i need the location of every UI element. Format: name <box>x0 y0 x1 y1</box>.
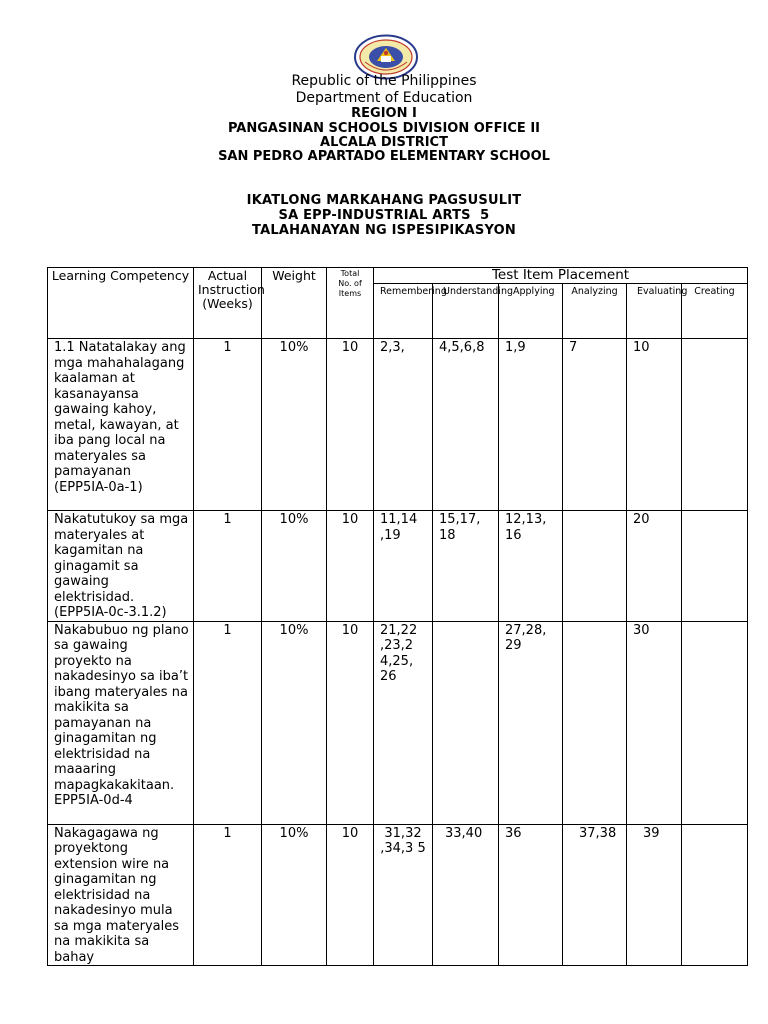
header-total-items: Total No. of Items <box>327 268 374 339</box>
table-row <box>48 511 748 622</box>
creating-cell <box>682 824 748 966</box>
exam-title: IKATLONG MARKAHANG PAGSUSULIT <box>246 193 522 208</box>
header-instruction: Actual Instruction (Weeks) <box>194 268 262 339</box>
table-row <box>48 339 748 511</box>
region-heading: REGION I <box>351 106 417 121</box>
table-title: TALAHANAYAN NG ISPESIPIKASYON <box>252 223 516 238</box>
evaluating-cell: 39 <box>627 824 682 966</box>
analyzing-cell: 37,38 <box>563 824 627 966</box>
understanding-cell: 15,17, 18 <box>433 511 499 622</box>
header-test-item-placement: Test Item Placement <box>374 268 748 284</box>
weight-cell: 10% <box>262 339 327 511</box>
header-remembering: Remembering <box>374 284 433 339</box>
analyzing-cell: 7 <box>563 339 627 511</box>
understanding-cell <box>433 621 499 824</box>
header-evaluating: Evaluating <box>627 284 682 339</box>
competency-cell: 1.1 Natatalakay ang mga mahahalagang kaalaman at kasanayansa gawaing kahoy, metal, kawayan, at iba pang local na materyales sa pamayanan (EPP5IA-0a-1) <box>48 339 194 511</box>
applying-cell: 12,13, 16 <box>499 511 563 622</box>
division-heading: PANGASINAN SCHOOLS DIVISION OFFICE II <box>227 121 541 136</box>
understanding-cell: 4,5,6,8 <box>433 339 499 511</box>
school-heading: SAN PEDRO APARTADO ELEMENTARY SCHOOL <box>218 149 550 164</box>
header-applying: Applying <box>499 284 563 339</box>
creating-cell <box>682 621 748 824</box>
remembering-cell: 31,32 ,34,3 5 <box>374 824 433 966</box>
analyzing-cell <box>563 621 627 824</box>
competency-cell: Nakatutukoy sa mga materyales at kagamitan na ginagamit sa gawaing elektrisidad. (EPP5IA-0c-3.1.2) <box>48 511 194 622</box>
header-understanding: Understanding <box>433 284 499 339</box>
total-cell: 10 <box>327 339 374 511</box>
applying-cell: 27,28, 29 <box>499 621 563 824</box>
specification-table <box>47 267 748 966</box>
header-analyzing: Analyzing <box>563 284 627 339</box>
analyzing-cell <box>563 511 627 622</box>
weeks-cell: 1 <box>194 824 262 966</box>
remembering-cell: 2,3, <box>374 339 433 511</box>
applying-cell: 1,9 <box>499 339 563 511</box>
understanding-cell: 33,40 <box>433 824 499 966</box>
header-competency: Learning Competency <box>48 268 194 339</box>
department-heading: Department of Education <box>295 90 473 106</box>
creating-cell <box>682 511 748 622</box>
creating-cell <box>682 339 748 511</box>
weeks-cell: 1 <box>194 621 262 824</box>
district-heading: ALCALA DISTRICT <box>320 135 448 150</box>
total-cell: 10 <box>327 824 374 966</box>
header-creating: Creating <box>682 284 748 339</box>
remembering-cell: 21,22 ,23,2 4,25, 26 <box>374 621 433 824</box>
evaluating-cell: 30 <box>627 621 682 824</box>
subject-title: SA EPP-INDUSTRIAL ARTS 5 <box>278 208 490 223</box>
total-cell: 10 <box>327 621 374 824</box>
applying-cell: 36 <box>499 824 563 966</box>
weight-cell: 10% <box>262 621 327 824</box>
remembering-cell: 11,14 ,19 <box>374 511 433 622</box>
weight-cell: 10% <box>262 824 327 966</box>
table-row <box>48 824 748 966</box>
weeks-cell: 1 <box>194 511 262 622</box>
table-row <box>48 621 748 824</box>
competency-cell: Nakabubuo ng plano sa gawaing proyekto na nakadesinyo sa iba’t ibang materyales na makikita sa pamayanan na ginagamitan ng elektrisidad na maaaring mapagkakakitaan. EPP5IA-0d-4 <box>48 621 194 824</box>
weight-cell: 10% <box>262 511 327 622</box>
evaluating-cell: 20 <box>627 511 682 622</box>
weeks-cell: 1 <box>194 339 262 511</box>
header-weight: Weight <box>262 268 327 339</box>
competency-cell: Nakagagawa ng proyektong extension wire na ginagamitan ng elektrisidad na nakadesinyo mula sa mga materyales na makikita sa bahay <box>48 824 194 966</box>
evaluating-cell: 10 <box>627 339 682 511</box>
country-heading: Republic of the Philippines <box>291 73 477 89</box>
total-cell: 10 <box>327 511 374 622</box>
